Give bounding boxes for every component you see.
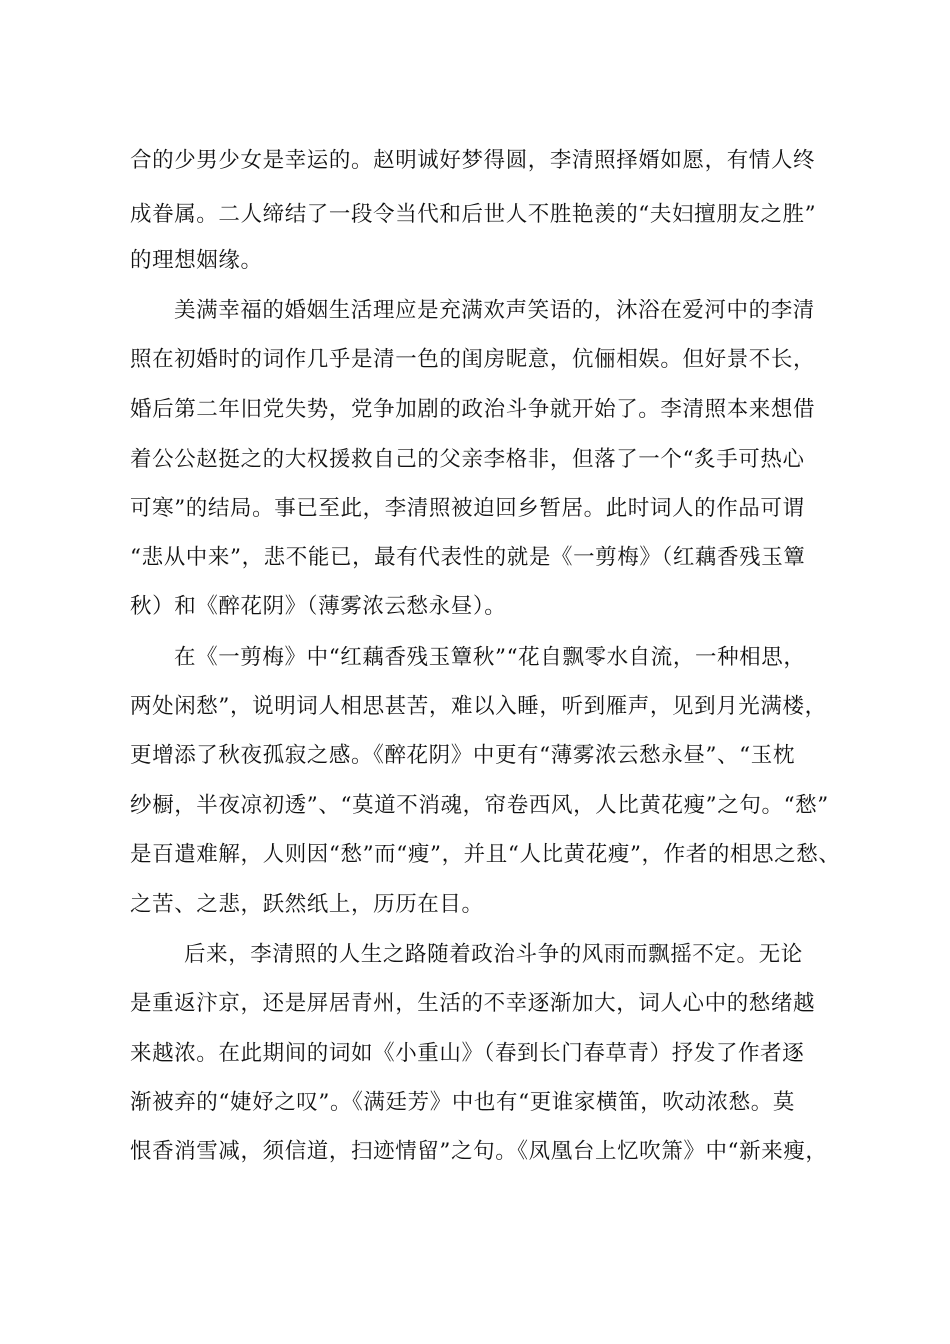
text-line: 着公公赵挺之的大权援救自己的父亲李格非，但落了一个“炙手可热心 xyxy=(130,447,805,472)
text-line: 两处闲愁”，说明词人相思甚苦，难以入睡，听到雁声，见到月光满楼， xyxy=(130,694,827,719)
text-line: 之苦、之悲，跃然纸上，历历在目。 xyxy=(130,892,484,917)
text-line: 恨香消雪减，须信道，扫迹情留”之句。《凤凰台上忆吹箫》中“新来瘦， xyxy=(130,1139,828,1164)
text-line: 是百遣难解，人则因“愁”而“瘦”，并且“人比黄花瘦”，作者的相思之愁、 xyxy=(130,842,841,867)
text-line: 是重返汴京，还是屏居青州，生活的不幸逐渐加大，词人心中的愁绪越 xyxy=(130,991,816,1016)
text-line: 渐被弃的“婕妤之叹”。《满廷芳》中也有“更谁家横笛，吹动浓愁。莫 xyxy=(130,1090,795,1115)
text-line: 美满幸福的婚姻生活理应是充满欢声笑语的，沐浴在爱河中的李清 xyxy=(174,298,815,323)
text-line: 更增添了秋夜孤寂之感。《醉花阴》中更有“薄雾浓云愁永昼”、“玉枕 xyxy=(130,743,795,768)
text-line: 成眷属。二人缔结了一段令当代和后世人不胜艳羡的“夫妇擅朋友之胜” xyxy=(130,202,817,227)
text-line: 来越浓。在此期间的词如《小重山》（春到长门春草青）抒发了作者逐 xyxy=(130,1041,805,1066)
text-line: “悲从中来”，悲不能已，最有代表性的就是《一剪梅》（红藕香残玉簟 xyxy=(130,545,806,570)
text-line: 纱橱，半夜凉初透”、“莫道不消魂，帘卷西风，人比黄花瘦”之句。“愁” xyxy=(130,793,829,818)
text-line: 可寒”的结局。事已至此，李清照被迫回乡暂居。此时词人的作品可谓 xyxy=(130,496,805,521)
text-line: 在《一剪梅》中“红藕香残玉簟秋”“花自飘零水自流，一种相思， xyxy=(174,645,806,670)
text-line: 后来，李清照的人生之路随着政治斗争的风雨而飘摇不定。无论 xyxy=(184,942,803,967)
text-line: 合的少男少女是幸运的。赵明诚好梦得圆，李清照择婿如愿，有情人终 xyxy=(130,148,816,173)
text-line: 的理想姻缘。 xyxy=(130,248,263,273)
text-line: 婚后第二年旧党失势，党争加剧的政治斗争就开始了。李清照本来想借 xyxy=(130,397,816,422)
text-line: 照在初婚时的词作几乎是清一色的闺房昵意，伉俪相娱。但好景不长， xyxy=(130,347,816,372)
text-line: 秋）和《醉花阴》（薄雾浓云愁永昼）。 xyxy=(130,594,507,619)
